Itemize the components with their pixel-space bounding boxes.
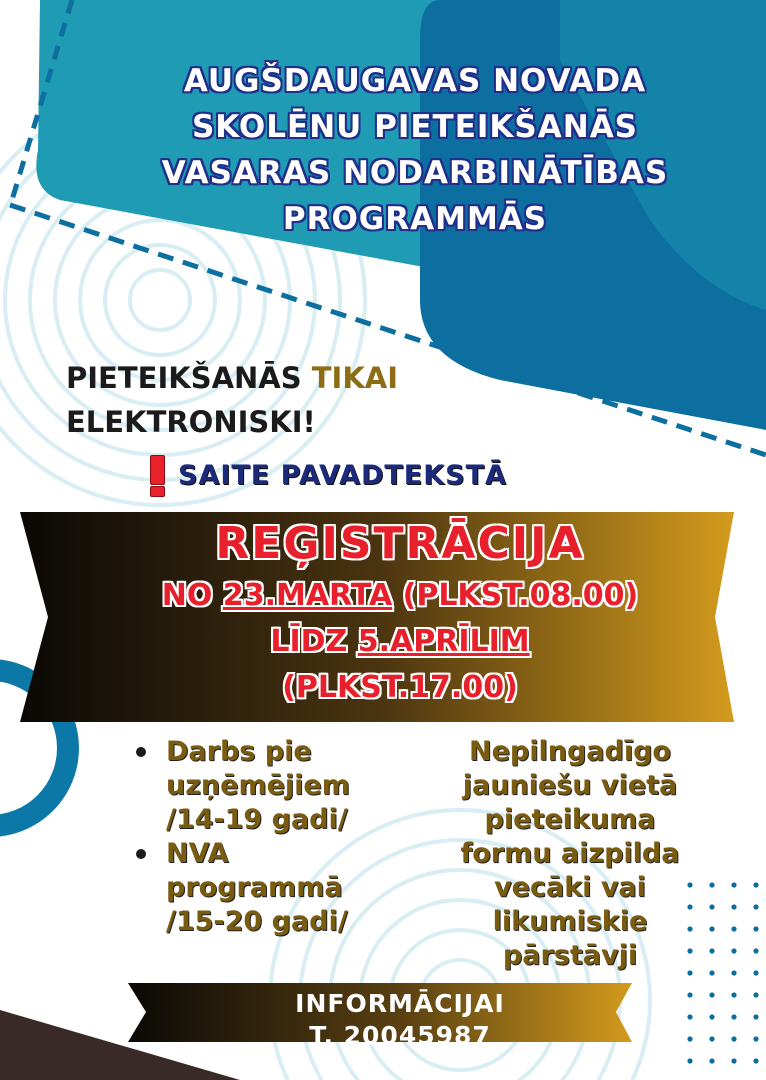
to-prefix: LĪDZ [270, 624, 358, 659]
list-item-line: programmā [166, 872, 343, 903]
list-item-line: uzņēmējiem [166, 770, 350, 801]
notice-text: PIETEIKŠANĀS [66, 361, 312, 395]
registration-heading: REĢISTRĀCIJA [215, 518, 585, 569]
from-time: (PLKST.08.00) [392, 578, 639, 613]
minors-note-line: likumiskie [492, 906, 648, 937]
title-line: VASARAS NODARBINĀTĪBAS [161, 155, 669, 191]
from-prefix: NO [161, 578, 223, 613]
list-item-line: Darbs pie [166, 736, 312, 767]
title-line: AUGŠDAUGAVAS NOVADA [183, 63, 647, 99]
application-notice [66, 356, 398, 444]
list-item [130, 837, 430, 939]
minors-note-line: formu aizpilda [460, 838, 680, 869]
title-line: PROGRAMMĀS [282, 201, 548, 237]
bullet-icon [136, 849, 146, 859]
minors-note-line: pārstāvji [502, 940, 638, 971]
registration-dates [60, 515, 740, 711]
list-item-line: /14-19 gadi/ [166, 804, 348, 835]
title-line: SKOLĒNU PIETEIKŠANĀS [191, 109, 639, 145]
from-date: 23.MARTA [222, 578, 393, 613]
registration-to-time: (PLKST.17.00) [282, 670, 518, 705]
minors-note [440, 735, 700, 973]
info-label: INFORMĀCIJAI [295, 989, 505, 1018]
link-notice-text: SAITE PAVADTEKSTĀ [178, 459, 507, 491]
notice-text: ELEKTRONISKI! [66, 405, 316, 439]
minors-note-line: jauniešu vietā [462, 770, 678, 801]
link-notice [148, 455, 507, 495]
contact-info [210, 988, 590, 1052]
programs-list [130, 735, 430, 939]
minors-note-line: pieteikuma [484, 804, 656, 835]
registration-to [60, 619, 740, 665]
exclamation-icon [148, 455, 166, 495]
phone-number: T. 20045987 [309, 1021, 491, 1050]
minors-note-line: vecāki vai [494, 872, 646, 903]
notice-highlight: TIKAI [311, 361, 399, 395]
to-date: 5.APRĪLIM [357, 624, 530, 659]
minors-note-line: Nepilngadīgo [469, 736, 671, 767]
list-item [130, 735, 430, 837]
registration-from [60, 573, 740, 619]
bullet-icon [136, 747, 146, 757]
poster-title [110, 58, 720, 242]
list-item-line: /15-20 gadi/ [166, 906, 348, 937]
list-item-line: NVA [166, 838, 229, 869]
